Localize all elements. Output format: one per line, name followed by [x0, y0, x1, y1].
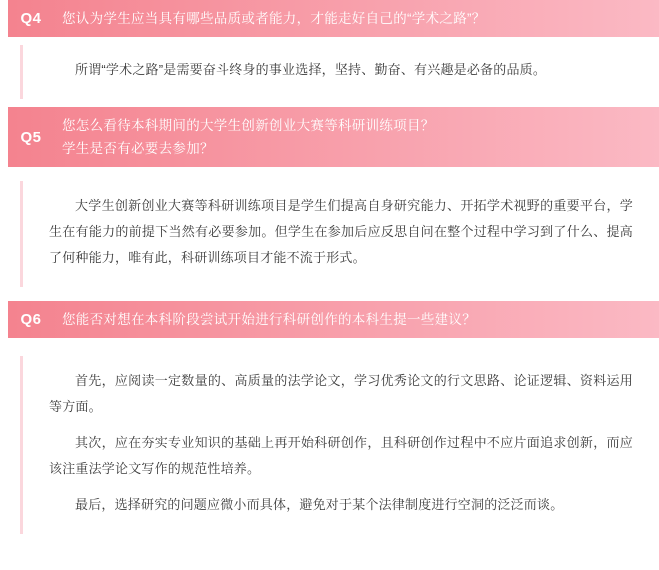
question-tag-q5: Q5 [20, 128, 42, 146]
bar-left-notch [0, 0, 8, 37]
question-bar-q5 [0, 107, 659, 167]
spacer [0, 167, 659, 181]
question-line: 您认为学生应当具有哪些品质或者能力，才能走好自己的“学术之路”？ [62, 11, 486, 26]
question-line: 您能否对想在本科阶段尝试开始进行科研创作的本科生提一些建议？ [62, 312, 476, 327]
question-bar-q4 [0, 0, 659, 37]
question-tag-q4: Q4 [20, 10, 42, 27]
answer-paragraph: 大学生创新创业大赛等科研训练项目是学生们提高自身研究能力、开拓学术视野的重要平台，学生在有能力的前提下当然有必要参加。但学生在参加后应反思自问在整个过程中学习到了什么、提高了何种能力，唯有此，科研训练项目才能不流于形式。 [49, 198, 633, 265]
question-bar-q6 [0, 301, 659, 338]
qa-block-q4 [0, 0, 659, 107]
answer-area-q6 [0, 338, 659, 534]
answer-body-q5 [20, 181, 659, 287]
qa-block-q5 [0, 107, 659, 301]
question-line: 学生是否有必要去参加？ [62, 141, 214, 156]
question-line: 您怎么看待本科期间的大学生创新创业大赛等科研训练项目？ [62, 118, 435, 133]
spacer [0, 37, 659, 45]
question-tag-q6: Q6 [20, 311, 42, 328]
spacer [0, 99, 659, 107]
question-text-q5 [62, 107, 659, 167]
bar-left-notch [0, 301, 8, 338]
answer-body-q6 [20, 356, 659, 534]
answer-body-q4 [20, 45, 659, 99]
answer-paragraph: 所谓“学术之路”是需要奋斗终身的事业选择，坚持、勤奋、有兴趣是必备的品质。 [75, 62, 547, 77]
answer-paragraph: 其次，应在夯实专业知识的基础上再开始科研创作，且科研创作过程中不应片面追求创新，而应该注重法学论文写作的规范性培养。 [49, 435, 633, 476]
answer-paragraph: 最后，选择研究的问题应微小而具体，避免对于某个法律制度进行空洞的泛泛而谈。 [75, 497, 564, 512]
spacer [49, 484, 633, 492]
answer-paragraph: 首先，应阅读一定数量的、高质量的法学论文，学习优秀论文的行文思路、论证逻辑、资料运用等方面。 [49, 373, 633, 414]
question-text-q6 [62, 301, 659, 338]
spacer [0, 338, 659, 356]
spacer [49, 422, 633, 430]
spacer [0, 287, 659, 301]
bar-left-notch [0, 107, 8, 167]
answer-area-q4 [0, 37, 659, 107]
qa-block-q6 [0, 301, 659, 534]
answer-area-q5 [0, 167, 659, 301]
question-text-q4 [62, 0, 659, 37]
